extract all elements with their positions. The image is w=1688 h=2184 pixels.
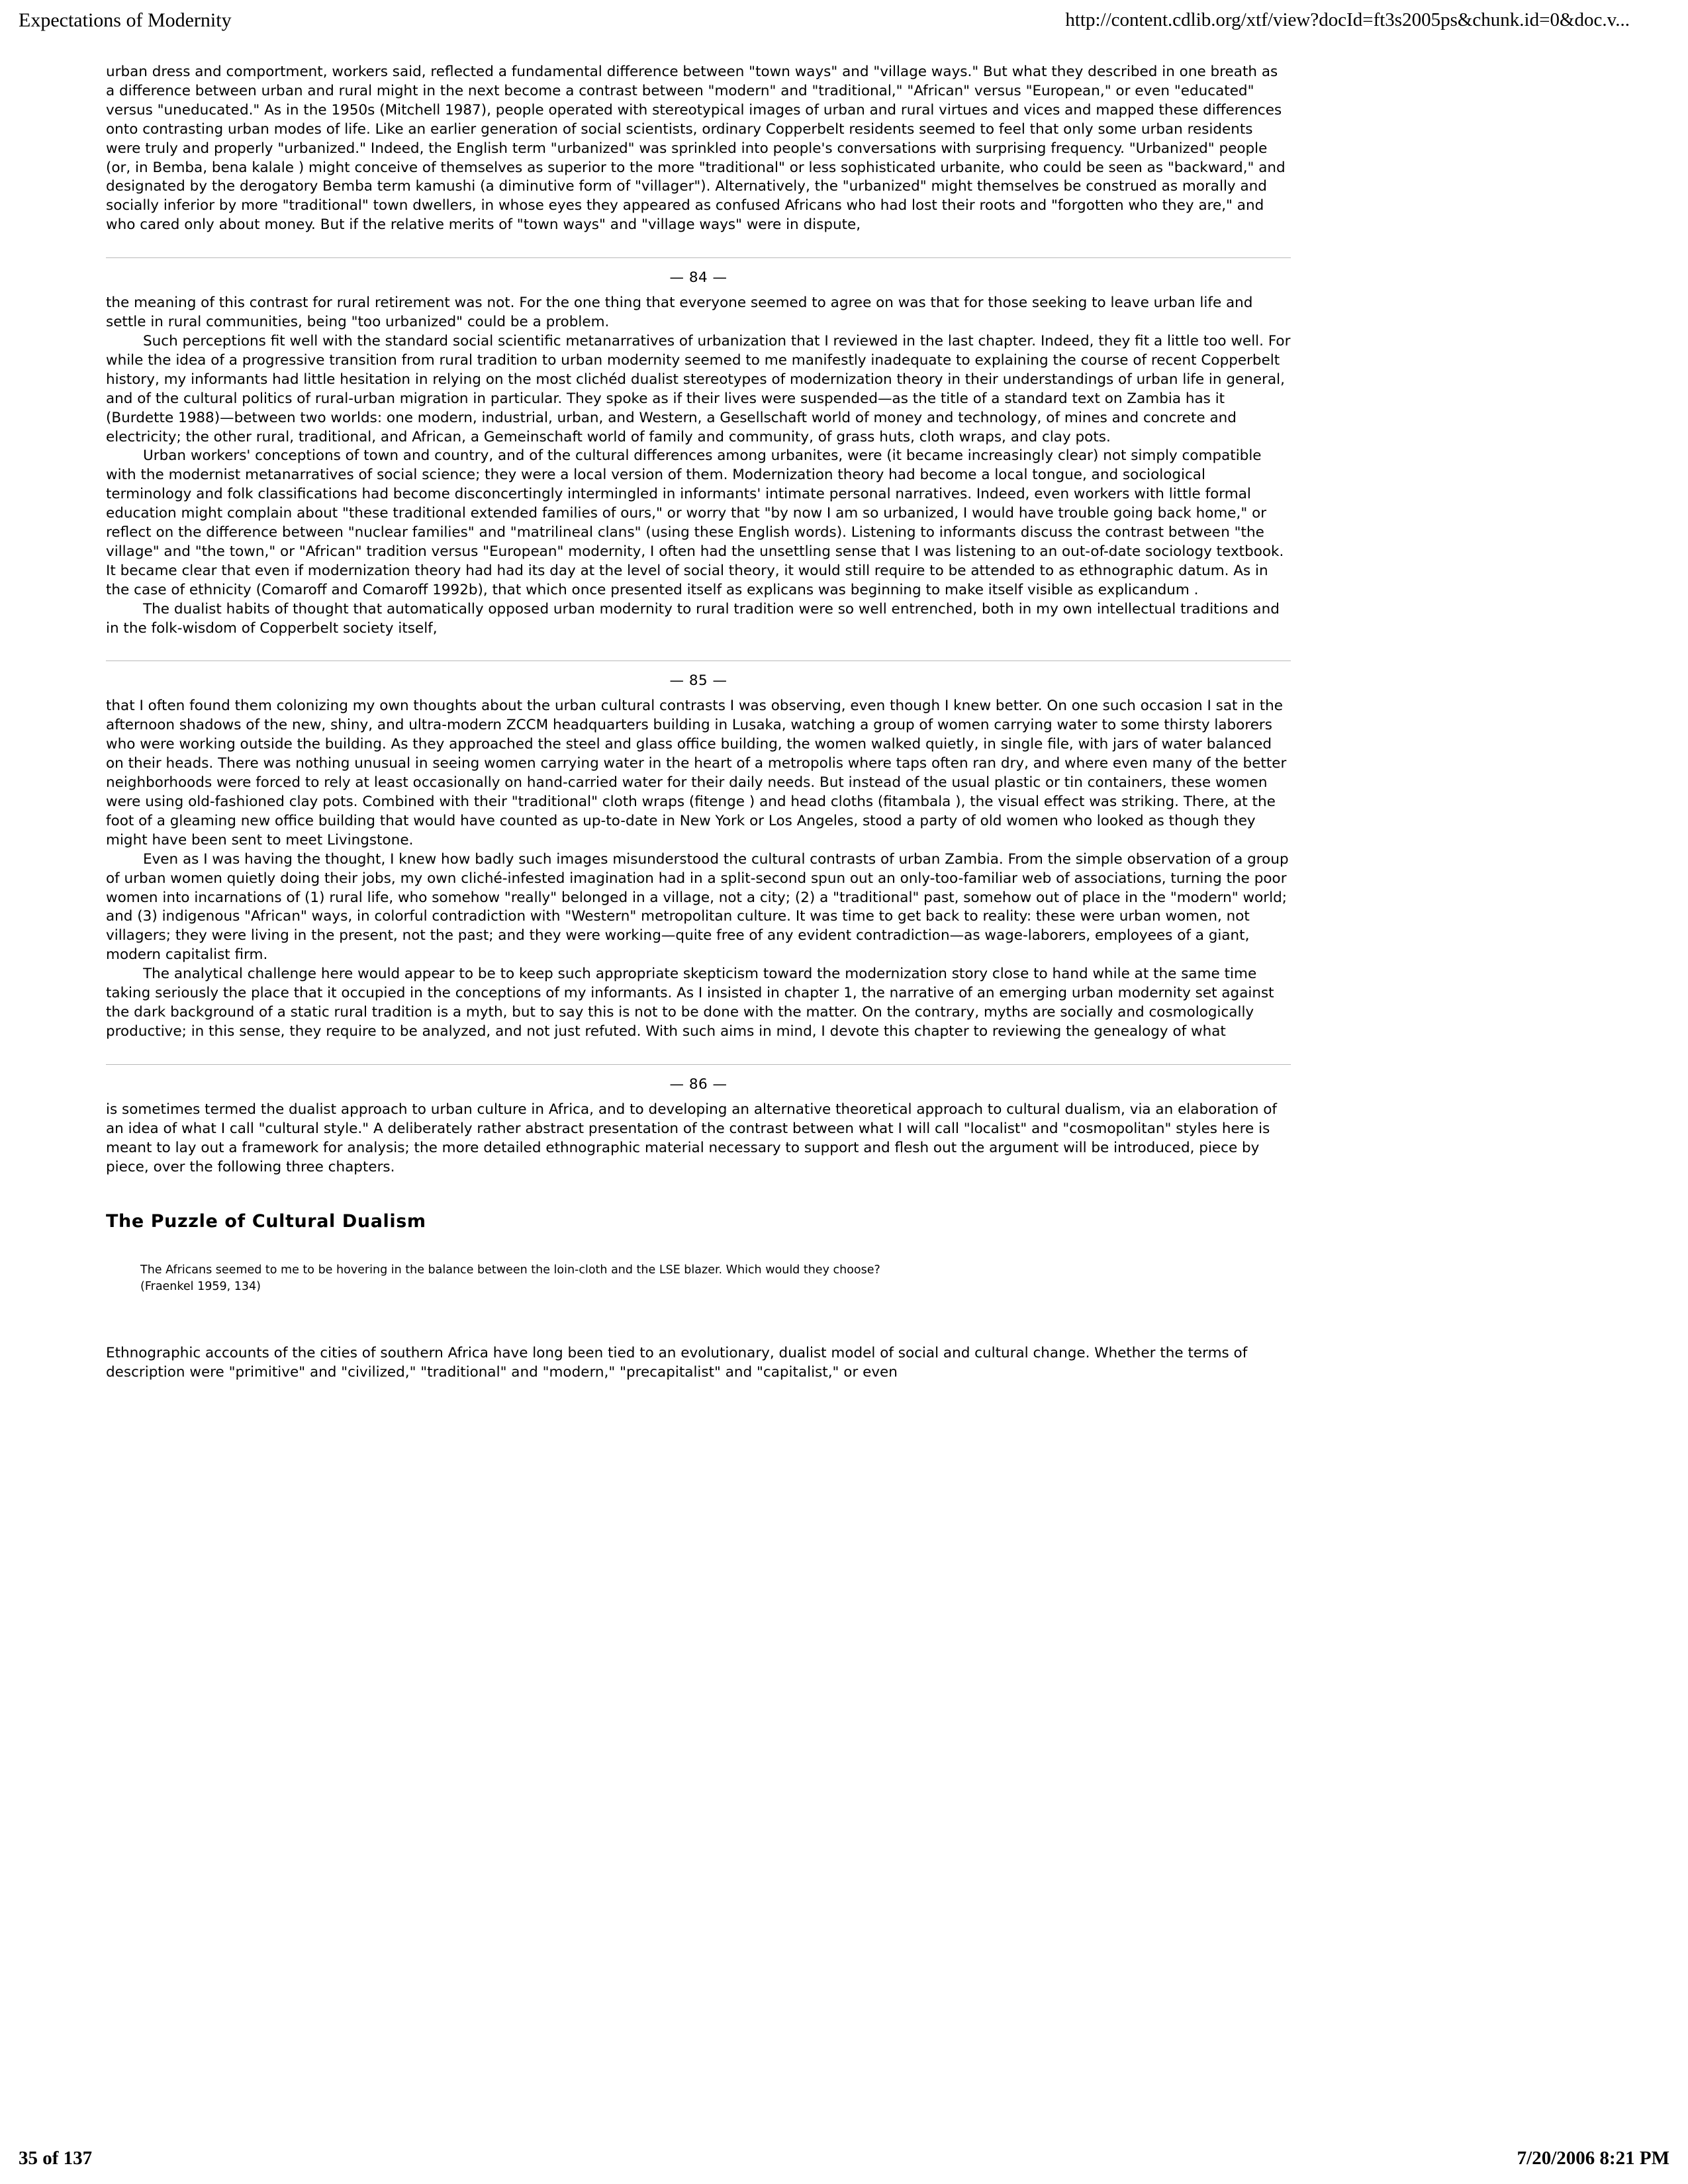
page-number-86: — 86 — — [669, 1075, 727, 1093]
paragraph-6: that I often found them colonizing my own thoughts about the urban cultural contrasts I was observing, even though I knew better. On one such occasion I sat in the afternoon shadows of the new, shiny, and ultra-modern ZCCM headquarters building in Lusaka, watching a group of women carrying water to some thirsty laborers who were working outside the building. As they approached the steel and glass office building, the women walked quietly, in single file, with jars of water balanced on their heads. There was nothing unusual in seeing women carrying water in the heart of a metropolis where taps often ran dry, and where even many of the better neighborhoods were forced to rely at least occasionally on hand-carried water for their daily needs. But instead of the usual plastic or tin containers, these women were using old-fashioned clay pots. Combined with their "traditional" cloth wraps (fitenge ) and head cloths (fitambala ), the visual effect was striking. There, at the foot of a gleaming new office building that would have counted as up-to-date in New York or Los Angeles, stood a party of old women who looked as though they might have been sent to meet Livingstone. — [106, 698, 1287, 848]
paragraph-7: Even as I was having the thought, I knew how badly such images misunderstood the cultural contrasts of urban Zambia. From the simple observation of a group of urban women quietly doing their jobs, my own cliché-infested imagination had in a split-second spun out an only-too-familiar web of associations, turning the poor women into incarnations of (1) rural life, who somehow "really" belonged in a village, not a city; (2) a "traditional" past, somehow out of place in the "modern" world; and (3) indigenous "African" ways, in colorful contradiction with "Western" metropolitan culture. It was time to get back to reality: these were urban women, not villagers; they were living in the present, not the past; and they were working—quite free of any evident contradiction—as wage-laborers, employees of a giant, modern capitalist firm. — [106, 850, 1289, 964]
epigraph-citation: (Fraenkel 1959, 134) — [140, 1280, 261, 1294]
page-separator-84 — [106, 257, 1291, 259]
paragraph-4: Urban workers' conceptions of town and country, and of the cultural differences among urbanites, were (it became increasingly clear) not simply compatible with the modernist metanarratives of social science; they were a local version of them. Modernization theory had become a local tongue, and sociological terminology and folk classifications had become disconcertingly intermingled in informants' intimate personal narratives. Indeed, even workers with little formal education might complain about "these traditional extended families of ours," or worry that "by now I am so urbanized, I would have trouble going back home," or reflect on the difference between "nuclear families" and "matrilineal clans" (using these English words). Listening to informants discuss the contrast between "the village" and "the town," or "African" tradition versus "European" modernity, I often had the unsettling sense that I was listening to an out-of-date sociology textbook. It became clear that even if modernization theory had had its day at the level of social theory, it would still require to be attended to as ethnographic datum. As in the case of ethnicity (Comaroff and Comaroff 1992b), that which once presented itself as explicans was beginning to make itself visible as explicandum . — [106, 447, 1284, 598]
paragraph-1: urban dress and comportment, workers said, reflected a fundamental difference between "town ways" and "village ways." But what they described in one breath as a difference between urban and rural might in the next become a contrast between "modern" and "traditional," "African" versus "European," or even "educated" versus "uneducated." As in the 1950s (Mitchell 1987), people operated with stereotypical images of urban and rural virtues and vices and mapped these differences onto contrasting urban modes of life. Like an earlier generation of social scientists, ordinary Copperbelt residents seemed to feel that only some urban residents were truly and properly "urbanized." Indeed, the English term "urbanized" was sprinkled into people's conversations with surprising frequency. "Urbanized" people (or, in Bemba, bena kalale ) might conceive of themselves as superior to the more "traditional" or less sophisticated urbanite, who could be seen as "backward," and designated by the derogatory Bemba term kamushi (a diminutive form of "villager"). Alternatively, the "urbanized" might themselves be construed as morally and socially inferior by more "traditional" town dwellers, in whose eyes they appeared as confused Africans who had lost their roots and "forgotten who they are," and who cared only about money. But if the relative merits of "town ways" and "village ways" were in dispute, — [106, 64, 1286, 234]
header-url: http://content.cdlib.org/xtf/view?docId=ft3s2005ps&chunk.id=0&doc.v... — [1065, 9, 1630, 30]
paragraph-8: The analytical challenge here would appear to be to keep such appropriate skepticism toward the modernization story close to hand while at the same time taking seriously the place that it occupied in the conceptions of my informants. As I insisted in chapter 1, the narrative of an emerging urban modernity set against the dark background of a static rural tradition is a myth, but to say this is not to be done with the matter. On the contrary, myths are socially and cosmologically productive; in this sense, they require to be analyzed, and not just refuted. With such aims in mind, I devote this chapter to reviewing the genealogy of what — [106, 966, 1274, 1040]
page-number-85: — 85 — — [669, 672, 727, 690]
page-number-84: — 84 — — [669, 269, 727, 287]
paragraph-9: is sometimes termed the dualist approach to urban culture in Africa, and to developing an alternative theoretical approach to cultural dualism, via an elaboration of an idea of what I call "cultural style." A deliberately rather abstract presentation of the contrast between what I will call "localist" and "cosmopolitan" styles here is meant to lay out a framework for analysis; the more detailed ethnographic material necessary to support and flesh out the argument will be introduced, piece by piece, over the following three chapters. — [106, 1101, 1278, 1175]
page-separator-86 — [106, 1064, 1291, 1066]
epigraph — [140, 1262, 1173, 1295]
page-footer — [0, 2148, 1688, 2169]
page-header — [0, 0, 1688, 48]
paragraph-2: the meaning of this contrast for rural retirement was not. For the one thing that everyone seemed to agree on was that for those seeking to leave urban life and settle in rural communities, being "too urbanized" could be a problem. — [106, 295, 1253, 331]
section-heading: The Puzzle of Cultural Dualism — [106, 1211, 426, 1232]
document-body — [106, 63, 1291, 1383]
paragraph-10: Ethnographic accounts of the cities of southern Africa have long been tied to an evolutionary, dualist model of social and cultural change. Whether the terms of description were "primitive" and "civilized," "traditional" and "modern," "precapitalist" and "capitalist," or even — [106, 1345, 1248, 1381]
footer-timestamp: 7/20/2006 8:21 PM — [1517, 2148, 1669, 2169]
footer-page-indicator: 35 of 137 — [19, 2148, 93, 2169]
paragraph-3: Such perceptions fit well with the standard social scientific metanarratives of urbanization that I reviewed in the last chapter. Indeed, they fit a little too well. For while the idea of a progressive transition from rural tradition to urban modernity seemed to me manifestly inadequate to explaining the course of recent Copperbelt history, my informants had little hesitation in relying on the most clichéd dualist stereotypes of modernization theory in their understandings of urban life in general, and of the cultural politics of rural-urban migration in particular. They spoke as if their lives were suspended—as the title of a standard text on Zambia has it (Burdette 1988)—between two worlds: one modern, industrial, urban, and Western, a Gesellschaft world of money and technology, of mines and concrete and electricity; the other rural, traditional, and African, a Gemeinschaft world of family and community, of grass huts, cloth wraps, and clay pots. — [106, 332, 1291, 445]
paragraph-5: The dualist habits of thought that automatically opposed urban modernity to rural tradition were so well entrenched, both in my own intellectual traditions and in the folk-wisdom of Copperbelt society itself, — [106, 600, 1280, 637]
page-separator-85 — [106, 660, 1291, 662]
epigraph-quote: The Africans seemed to me to be hovering in the balance between the loin-cloth and the LSE blazer. Which would they choose? — [140, 1263, 880, 1277]
header-book-title: Expectations of Modernity — [19, 9, 232, 31]
spacer — [106, 1295, 1291, 1344]
